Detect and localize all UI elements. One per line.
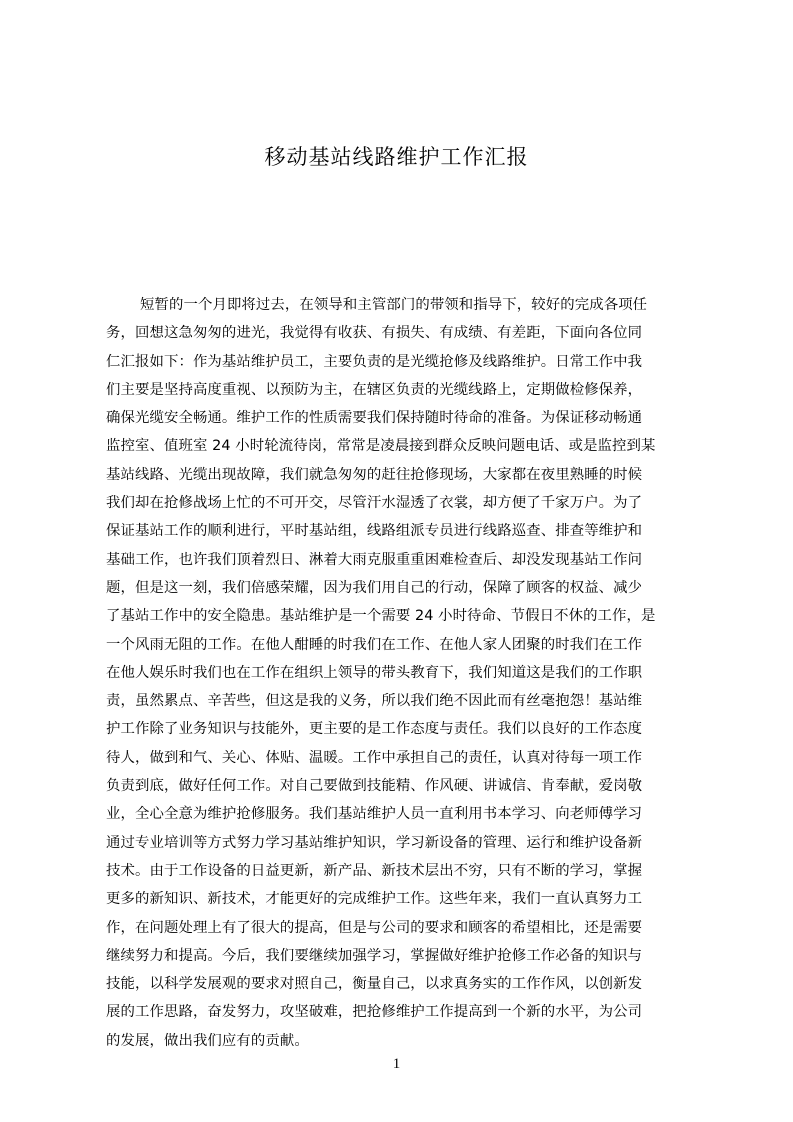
body-line: 负责到底，做好任何工作。对自己要做到技能精、作风硬、讲诚信、肯奉献，爱岗敬 [106, 778, 643, 795]
body-line: 技术。由于工作设备的日益更新，新产品、新技术层出不穷，只有不断的学习，掌握 [106, 862, 643, 879]
body-line: 责，虽然累点、辛苦些，但这是我的义务，所以我们绝不因此而有丝毫抱怨！基站维 [106, 693, 643, 710]
body-line: 一个风雨无阻的工作。在他人酣睡的时我们在工作、在他人家人团聚的时我们在工作 [106, 636, 643, 653]
body-line: 题，但是这一刻，我们倍感荣耀，因为我们用自己的行动，保障了顾客的权益、减少 [106, 579, 643, 596]
body-line: 基础工作，也许我们顶着烈日、淋着大雨克服重重困难检查后、却没发现基站工作问 [106, 551, 643, 568]
body-line: 待人，做到和气、关心、体贴、温暖。工作中承担自己的责任，认真对待每一项工作 [106, 749, 643, 766]
body-line: 务，回想这急匆匆的进光，我觉得有收获、有损失、有成绩、有差距，下面向各位同 [106, 325, 643, 342]
body-line: 的发展，做出我们应有的贡献。 [106, 1032, 309, 1049]
document-title: 移动基站线路维护工作汇报 [264, 145, 529, 169]
body-line: 展的工作思路，奋发努力，攻坚破难，把抢修维护工作提高到一个新的水平，为公司 [106, 1004, 643, 1021]
body-line: 保证基站工作的顺利进行，平时基站组，线路组派专员进行线路巡查、排查等维护和 [106, 523, 643, 540]
body-line: 作，在问题处理上有了很大的提高，但是与公司的要求和顾客的希望相比，还是需要 [106, 919, 643, 936]
body-line: 基站线路、光缆出现故障，我们就急匆匆的赶往抢修现场，大家都在夜里熟睡的时候 [106, 466, 643, 483]
body-line: 确保光缆安全畅通。维护工作的性质需要我们保持随时待命的准备。为保证移动畅通 [106, 410, 643, 427]
body-line: 业，全心全意为维护抢修服务。我们基站维护人员一直利用书本学习、向老师傅学习 [106, 806, 643, 823]
body-line: 仁汇报如下：作为基站维护员工，主要负责的是光缆抢修及线路维护。日常工作中我 [106, 353, 643, 370]
body-line: 在他人娱乐时我们也在工作在组织上领导的带头教育下，我们知道这是我们的工作职 [106, 664, 643, 681]
body-line: 更多的新知识、新技术，才能更好的完成维护工作。这些年来，我们一直认真努力工 [106, 891, 643, 908]
body-line: 们主要是坚持高度重视、以预防为主，在辖区负责的光缆线路上，定期做检修保养， [106, 381, 643, 398]
body-line: 继续努力和提高。今后，我们要继续加强学习，掌握做好维护抢修工作必备的知识与 [106, 947, 643, 964]
body-line: 监控室、值班室 24 小时轮流待岗，常常是凌晨接到群众反映问题电话、或是监控到某 [106, 438, 656, 455]
body-line: 我们却在抢修战场上忙的不可开交，尽管汗水湿透了衣裳，却方便了千家万户。为了 [106, 495, 643, 512]
body-paragraph [106, 291, 699, 1055]
body-line: 通过专业培训等方式努力学习基站维护知识，学习新设备的管理、运行和维护设备新 [106, 834, 643, 851]
body-line: 短暂的一个月即将过去，在领导和主管部门的带领和指导下，较好的完成各项任 [140, 297, 648, 313]
body-line: 护工作除了业务知识与技能外，更主要的是工作态度与责任。我们以良好的工作态度 [106, 721, 643, 738]
page-number: 1 [392, 1056, 401, 1072]
body-line: 了基站工作中的安全隐患。基站维护是一个需要 24 小时待命、节假日不休的工作，是 [106, 608, 656, 625]
body-line: 技能，以科学发展观的要求对照自己，衡量自己，以求真务实的工作作风，以创新发 [106, 976, 643, 993]
